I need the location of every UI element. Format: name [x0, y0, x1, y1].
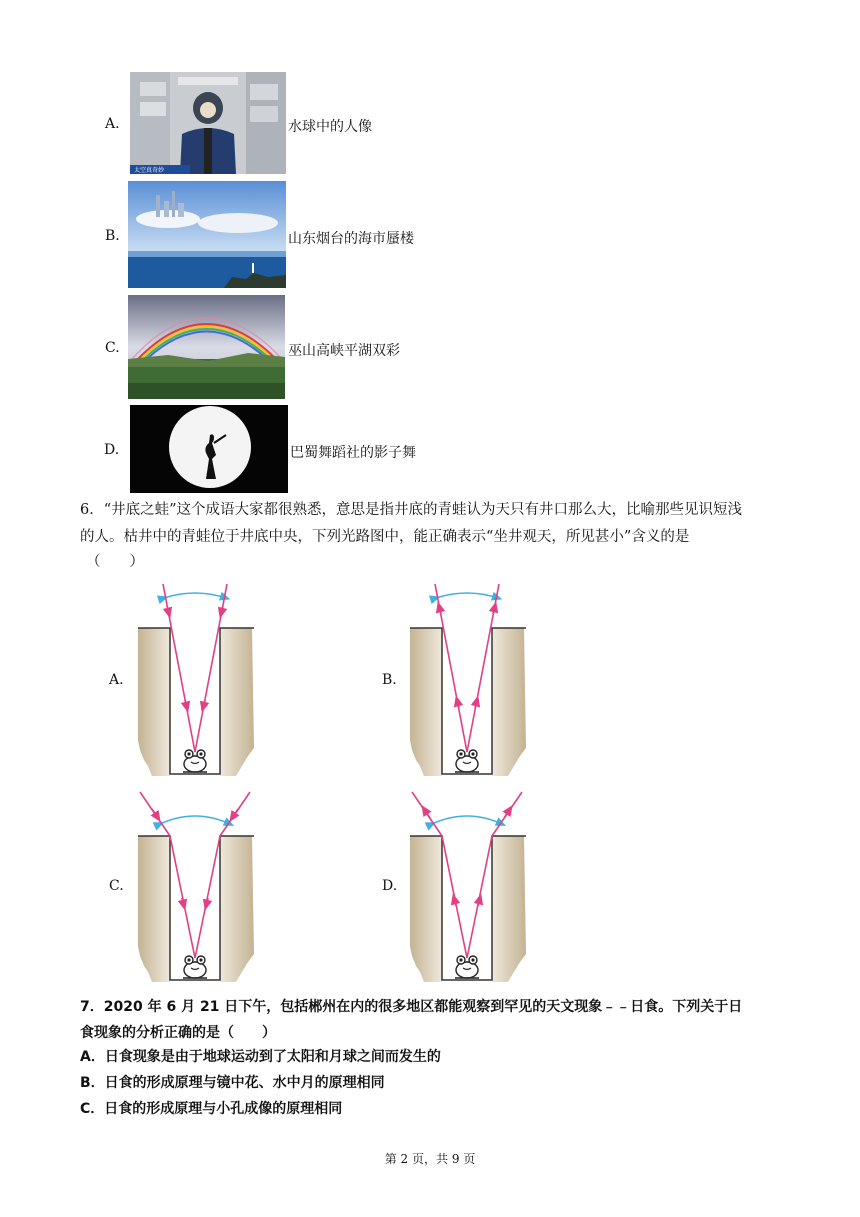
page-footer: 第 2 页，共 9 页 [384, 1152, 476, 1166]
q6-line3: （ ） [86, 554, 144, 570]
option-letter: D. [104, 442, 120, 458]
q6-option-b-letter: B. [382, 672, 397, 688]
q6-diagram-b [402, 580, 542, 780]
rainbow-photo [128, 295, 285, 399]
q7-option-b: B．日食的形成原理与镜中花、水中月的原理相同 [80, 1075, 385, 1091]
option-text: 巫山高峡平湖双彩 [288, 343, 400, 359]
option-letter: C. [105, 340, 120, 356]
q7-option-a: A．日食现象是由于地球运动到了太阳和月球之间而发生的 [80, 1049, 441, 1065]
mirage-photo [128, 181, 286, 288]
q6-diagram-a [130, 580, 270, 780]
option-text: 水球中的人像 [288, 119, 372, 135]
q6-diagram-c [130, 786, 270, 986]
astronaut-photo [130, 72, 286, 174]
option-text: 山东烟台的海市蜃楼 [288, 231, 414, 247]
q6-diagram-d [402, 786, 542, 986]
shadow-dance-photo [130, 405, 288, 493]
option-text: 巴蜀舞蹈社的影子舞 [290, 445, 416, 461]
q7-line1: 7．2020 年 6 月 21 日下午，包括郴州在内的很多地区都能观察到罕见的天文现象﹣﹣日食。下列关于日 [80, 999, 743, 1015]
option-letter: A. [105, 116, 120, 132]
q6-line2: 的人。枯井中的青蛙位于井底中央，下列光路图中，能正确表示“坐井观天，所见甚小”含义的是 [80, 529, 690, 545]
q6-line1: 6．“井底之蛙”这个成语大家都很熟悉，意思是指井底的青蛙认为天只有井口那么大，比喻那些见识短浅 [80, 502, 743, 518]
q7-option-c: C．日食的形成原理与小孔成像的原理相同 [80, 1101, 343, 1117]
q6-option-d-letter: D. [382, 878, 398, 894]
q6-option-c-letter: C. [109, 878, 124, 894]
photo-caption: 太空真奇妙 [134, 167, 165, 174]
q7-line2: 食现象的分析正确的是（ ） [80, 1025, 276, 1041]
q6-option-a-letter: A. [109, 672, 124, 688]
option-letter: B. [105, 228, 120, 244]
